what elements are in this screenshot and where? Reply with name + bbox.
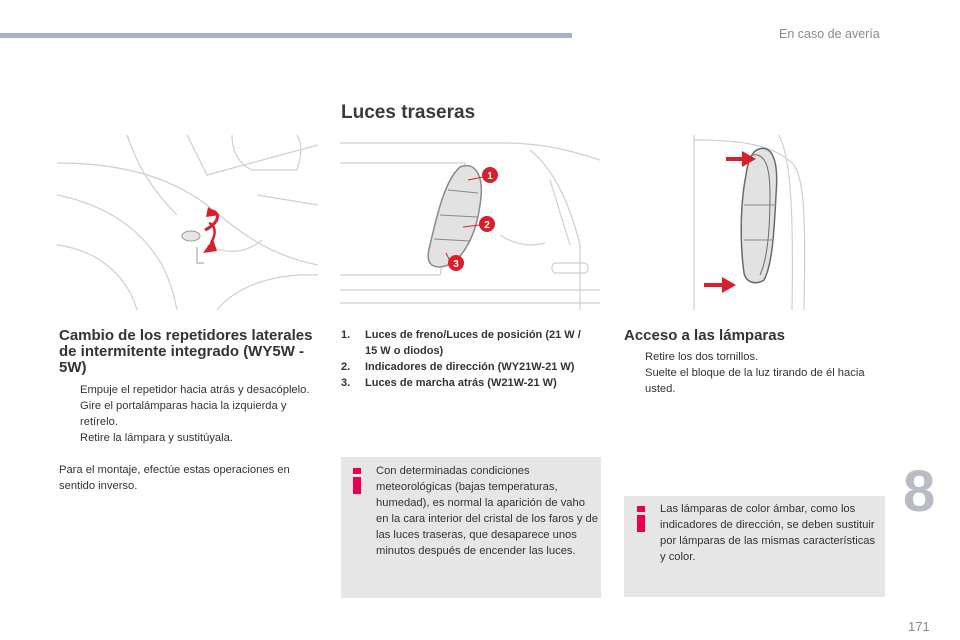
repeater-steps (59, 382, 314, 446)
lamp-access-illustration (684, 135, 814, 310)
info-icon (351, 468, 363, 494)
svg-text:2: 2 (484, 220, 490, 231)
svg-text:3: 3 (453, 259, 459, 270)
list-item: 2. Indicadores de dirección (WY21W-21 W) (341, 361, 575, 373)
side-repeater-illustration (57, 135, 318, 310)
lamp-access-title: Acceso a las lámparas (624, 327, 785, 344)
list-item: 1. Luces de freno/Luces de posición (21 W / 15 W o diodos) (341, 329, 581, 357)
condensation-info-box (341, 457, 601, 598)
page-title: Luces traseras (341, 102, 476, 123)
rear-lamps-illustration (340, 135, 600, 310)
info-text: Las lámparas de color ámbar, como los indicadores de dirección, se deben sustituir por lámparas de las mismas características y color. (660, 503, 876, 563)
list-item: Gire el portalámparas hacia la izquierda y retírelo. (80, 400, 287, 428)
header-accent-bar (0, 33, 572, 38)
repeater-section-title: Cambio de los repetidores laterales de intermitente integrado (WY5W - 5W) (59, 327, 313, 376)
list-item: 3. Luces de marcha atrás (W21W-21 W) (341, 377, 557, 389)
list-item: Retire la lámpara y sustitúyala. (80, 432, 233, 444)
info-text: Con determinadas condiciones meteorológicas (bajas temperaturas, humedad), es normal la aparición de vaho en la cara interior del cristal de los faros y de las luces traseras, que desaparece unos minutos después de encender las luces. (376, 465, 598, 557)
list-item: Empuje el repetidor hacia atrás y desacóplelo. (80, 384, 310, 396)
section-name: En caso de avería (779, 27, 880, 41)
callout-2 (479, 216, 495, 232)
svg-text:1: 1 (487, 171, 493, 182)
amber-lamps-info-box (624, 496, 885, 597)
chapter-number: 8 (903, 459, 936, 524)
list-item: Suelte el bloque de la luz tirando de él hacia usted. (645, 367, 865, 395)
reassembly-note: Para el montaje, efectúe estas operaciones en sentido inverso. (59, 464, 290, 492)
callout-3 (448, 255, 464, 271)
callout-1 (482, 167, 498, 183)
page-number: 171 (908, 619, 930, 634)
lamp-access-steps (624, 349, 869, 397)
lamp-types-list (341, 327, 591, 391)
info-icon (635, 506, 647, 532)
list-item: Retire los dos tornillos. (645, 351, 759, 363)
